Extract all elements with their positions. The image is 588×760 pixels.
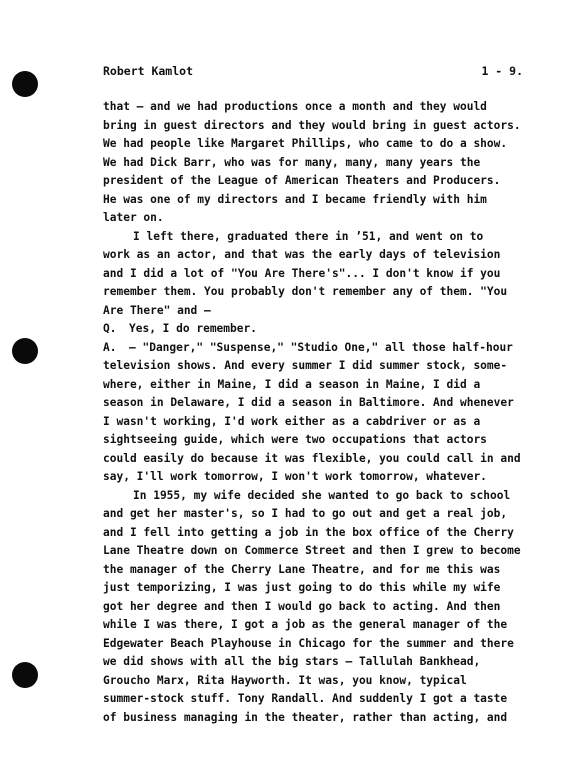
text-line: and I did a lot of "You Are There's"... I don't know if you bbox=[103, 266, 501, 280]
answer-text: — "Danger," "Suspense," "Studio One," all those half-hour bbox=[129, 340, 513, 354]
binder-hole-top bbox=[12, 71, 38, 97]
text-line: Are There" and — bbox=[103, 303, 211, 317]
text-line: and get her master's, so I had to go out and get a real job, bbox=[103, 507, 508, 520]
text-line: that — and we had productions once a month and they would bbox=[103, 100, 487, 113]
page-number: 1 - 9. bbox=[481, 64, 523, 78]
text-line: He was one of my directors and I became friendly with him bbox=[103, 192, 487, 206]
text-line: later on. bbox=[103, 211, 164, 224]
text-line: season in Delaware, I did a season in Baltimore. And whenever bbox=[103, 396, 514, 409]
text-line: just temporizing, I was just going to do this while my wife bbox=[103, 581, 501, 594]
text-line: television shows. And every summer I did summer stock, some- bbox=[103, 359, 508, 372]
interviewee-name: Robert Kamlot bbox=[103, 64, 194, 78]
text-line: got her degree and then I would go back to acting. And then bbox=[103, 599, 501, 613]
text-line: I left there, graduated there in ’51, and went on to bbox=[133, 229, 484, 243]
text-line: say, I'll work tomorrow, I won't work tomorrow, whatever. bbox=[103, 470, 487, 483]
text-line: I wasn't working, I'd work either as a cabdriver or as a bbox=[103, 414, 481, 428]
page-header bbox=[103, 64, 523, 84]
text-line: work as an actor, and that was the early days of television bbox=[103, 248, 501, 261]
binder-hole-bottom bbox=[12, 662, 38, 688]
text-line: while I was there, I got a job as the general manager of the bbox=[103, 618, 508, 631]
text-line: We had people like Margaret Phillips, who came to do a show. bbox=[103, 137, 508, 150]
question-line bbox=[103, 320, 521, 339]
text-line: we did shows with all the big stars — Tallulah Bankhead, bbox=[103, 655, 481, 668]
text-line: remember them. You probably don't remember any of them. "You bbox=[103, 285, 508, 298]
text-line: sightseeing guide, which were two occupations that actors bbox=[103, 433, 487, 446]
text-line: In 1955, my wife decided she wanted to go back to school bbox=[133, 488, 511, 502]
transcript-body bbox=[103, 98, 521, 727]
text-line: Lane Theatre down on Commerce Street and then I grew to become bbox=[103, 544, 521, 557]
text-line: could easily do because it was flexible, you could call in and bbox=[103, 451, 521, 465]
text-line: We had Dick Barr, who was for many, many, many years the bbox=[103, 155, 481, 169]
text-line: and I fell into getting a job in the box office of the Cherry bbox=[103, 525, 514, 539]
answer-label: A. bbox=[103, 340, 117, 354]
text-line: where, either in Maine, I did a season in Maine, I did a bbox=[103, 377, 481, 391]
question-label: Q. bbox=[103, 322, 117, 335]
text-line: president of the League of American Theaters and Producers. bbox=[103, 174, 501, 187]
text-line: Groucho Marx, Rita Hayworth. It was, you know, typical bbox=[103, 673, 467, 687]
answer-line bbox=[103, 339, 521, 358]
text-line: bring in guest directors and they would bring in guest actors. bbox=[103, 118, 521, 132]
text-line: of business managing in the theater, rather than acting, and bbox=[103, 710, 508, 724]
text-line: summer-stock stuff. Tony Randall. And suddenly I got a taste bbox=[103, 692, 508, 705]
question-text: Yes, I do remember. bbox=[129, 322, 257, 335]
binder-hole-middle bbox=[12, 338, 38, 364]
text-line: the manager of the Cherry Lane Theatre, and for me this was bbox=[103, 562, 501, 576]
text-line: Edgewater Beach Playhouse in Chicago for the summer and there bbox=[103, 636, 514, 650]
